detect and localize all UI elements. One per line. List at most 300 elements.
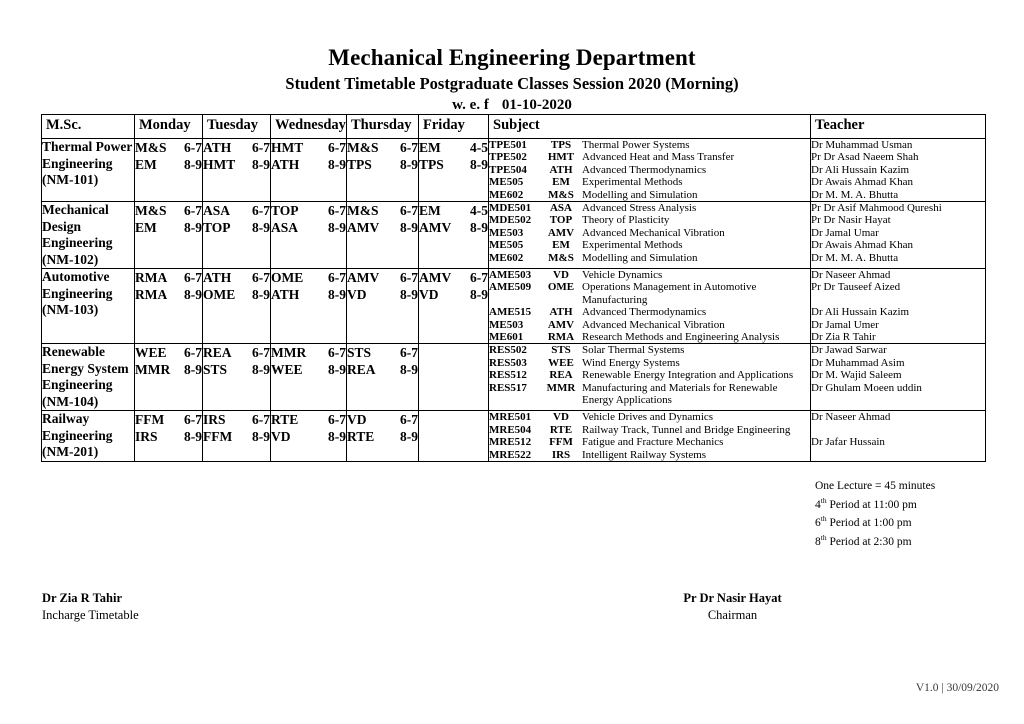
- schedule-cell-monday: [135, 344, 203, 411]
- class-code: STS: [347, 345, 372, 361]
- subject-abbr: EM: [552, 176, 570, 189]
- class-code: EM: [419, 203, 441, 219]
- schedule-cell-thursday: [347, 344, 419, 411]
- class-code: AMV: [419, 220, 452, 236]
- class-period: 6-7: [184, 270, 202, 286]
- teacher-cell: [811, 344, 986, 411]
- class-period: 8-9: [470, 157, 488, 172]
- schedule-cell-wednesday: [271, 411, 347, 462]
- signature-incharge-name: Dr Zia R Tahir: [42, 591, 122, 605]
- class-period: 8-9: [470, 287, 488, 303]
- class-period: 8-9: [252, 362, 270, 378]
- teacher-cell: [811, 269, 986, 344]
- subject-entry: [489, 331, 810, 343]
- class-code: TPS: [419, 157, 444, 172]
- class-period: 6-7: [328, 140, 346, 155]
- class-slot: [203, 361, 270, 378]
- schedule-cell-monday: [135, 411, 203, 462]
- subject-code: RES517: [489, 381, 527, 394]
- subject-code: ME602: [489, 188, 524, 201]
- program-cell: [42, 344, 135, 411]
- class-code: VD: [347, 412, 367, 428]
- subject-cell: [489, 269, 811, 344]
- class-slot: [419, 219, 488, 236]
- schedule-cell-friday: [419, 202, 489, 269]
- schedule-cell-wednesday: [271, 344, 347, 411]
- subject-code: ME602: [489, 251, 524, 264]
- subject-code: AME503: [489, 269, 532, 282]
- class-slot: [347, 202, 418, 219]
- class-code: OME: [203, 287, 236, 303]
- teacher-name: Dr M. M. A. Bhutta: [811, 188, 899, 201]
- teacher-name: [811, 424, 985, 436]
- subject-abbr: WEE: [548, 356, 574, 369]
- subject-entry: [489, 227, 810, 239]
- class-code: AMV: [347, 270, 380, 286]
- subject-title: Thermal Power Systems: [582, 139, 690, 151]
- program-room: (NM-201): [42, 444, 99, 460]
- class-period: 8-9: [470, 220, 488, 236]
- subject-title: Fatigue and Fracture Mechanics: [582, 436, 724, 449]
- class-slot: [203, 344, 270, 361]
- subject-title: Theory of Plasticity: [582, 214, 670, 227]
- subject-entry: [489, 411, 810, 423]
- subject-entry: [489, 281, 810, 306]
- subject-abbr: M&S: [548, 251, 574, 264]
- class-slot: [271, 269, 346, 286]
- schedule-cell-monday: [135, 269, 203, 344]
- class-slot: [203, 219, 270, 236]
- subject-title: Advanced Heat and Mass Transfer: [582, 151, 735, 164]
- document-header: [0, 44, 1024, 115]
- wef-date: 01-10-2020: [501, 97, 572, 113]
- column-header-tuesday: Tuesday: [203, 115, 271, 139]
- subject-code: TPE504: [489, 163, 527, 176]
- subject-abbr: TOP: [549, 214, 573, 227]
- class-slot: [347, 139, 418, 156]
- class-period: 8-9: [400, 362, 418, 378]
- subject-title: Advanced Thermodynamics: [582, 306, 707, 319]
- page-subtitle: Student Timetable Postgraduate Classes Session 2020 (Morning): [285, 74, 739, 93]
- class-period: 8-9: [328, 157, 346, 172]
- subject-code: RES503: [489, 356, 527, 369]
- class-code: FFM: [135, 412, 165, 428]
- effective-date-line: [0, 95, 1024, 115]
- class-code: WEE: [271, 362, 303, 378]
- class-slot: [419, 269, 488, 286]
- schedule-cell-thursday: [347, 202, 419, 269]
- subject-entry: [489, 252, 810, 264]
- class-period: 6-7: [252, 270, 270, 286]
- class-slot: [135, 156, 202, 173]
- class-slot: [347, 428, 418, 445]
- subject-code: MDE501: [489, 202, 532, 215]
- note-prefix: 4: [815, 498, 821, 511]
- subject-code: TPE501: [489, 139, 527, 151]
- teacher-name: Pr Dr Tauseef Aized: [811, 281, 901, 294]
- subject-title: Advanced Stress Analysis: [582, 202, 697, 215]
- subject-code: ME503: [489, 226, 524, 239]
- class-period: 8-9: [400, 429, 418, 445]
- teacher-cell: [811, 411, 986, 462]
- class-period: 6-7: [470, 270, 488, 286]
- schedule-cell-friday: [419, 269, 489, 344]
- class-period: 6-7: [400, 203, 418, 219]
- class-code: ASA: [271, 220, 299, 236]
- class-slot: [135, 269, 202, 286]
- class-period: 6-7: [400, 412, 418, 428]
- subject-abbr: IRS: [551, 448, 571, 461]
- note-ordinal-suffix: th: [820, 533, 827, 543]
- schedule-cell-friday: [419, 139, 489, 202]
- subject-abbr: AMV: [547, 226, 575, 239]
- program-name: Renewable Energy System Engineering: [42, 344, 129, 393]
- class-period: 6-7: [184, 412, 202, 428]
- class-slot: [347, 286, 418, 303]
- class-slot: [135, 344, 202, 361]
- table-row: [42, 269, 986, 344]
- subject-title: Vehicle Drives and Dynamics: [582, 411, 714, 424]
- subject-entry: [489, 176, 810, 188]
- subject-code: MRE501: [489, 411, 532, 424]
- teacher-name: Dr M. M. A. Bhutta: [811, 251, 899, 264]
- subject-abbr: VD: [553, 411, 569, 424]
- class-period: 8-9: [400, 220, 418, 236]
- class-code: RTE: [347, 429, 375, 445]
- subject-code: ME505: [489, 176, 524, 189]
- table-row: [42, 202, 986, 269]
- class-slot: [271, 219, 346, 236]
- table-row: [42, 411, 986, 462]
- program-room: (NM-101): [42, 172, 99, 187]
- subject-title: Research Methods and Engineering Analysis: [582, 331, 780, 344]
- schedule-cell-monday: [135, 202, 203, 269]
- timetable: [41, 114, 986, 462]
- subject-abbr: FFM: [549, 436, 573, 449]
- teacher-name: Dr Awais Ahmad Khan: [811, 239, 913, 252]
- class-slot: [419, 202, 488, 219]
- subject-abbr: RMA: [547, 331, 575, 344]
- subject-entry: [489, 319, 810, 331]
- subject-cell: [489, 344, 811, 411]
- subject-title: Railway Track, Tunnel and Bridge Engineering: [582, 423, 791, 436]
- class-code: ATH: [203, 140, 232, 155]
- class-period: 6-7: [184, 345, 202, 361]
- class-period: 8-9: [328, 362, 346, 378]
- subject-code: ME503: [489, 318, 524, 331]
- subject-title: Advanced Mechanical Vibration: [582, 226, 725, 239]
- teacher-name: [811, 449, 985, 461]
- class-code: EM: [135, 220, 157, 236]
- wef-label: w. e. f: [452, 97, 489, 113]
- class-period: 8-9: [400, 287, 418, 303]
- subject-abbr: ASA: [549, 202, 572, 215]
- class-code: REA: [347, 362, 376, 378]
- subject-abbr: HMT: [547, 151, 575, 164]
- schedule-cell-friday: [419, 411, 489, 462]
- class-code: M&S: [347, 203, 379, 219]
- class-code: HMT: [271, 140, 304, 155]
- class-code: AMV: [347, 220, 380, 236]
- teacher-name: Dr Awais Ahmad Khan: [811, 176, 913, 189]
- subject-code: MDE502: [489, 214, 532, 227]
- teacher-name: Dr Jafar Hussain: [811, 436, 885, 449]
- class-code: EM: [419, 140, 441, 155]
- signature-incharge: [42, 590, 139, 624]
- subject-abbr: M&S: [548, 188, 574, 201]
- schedule-cell-tuesday: [203, 411, 271, 462]
- program-cell: [42, 139, 135, 202]
- note-line: [815, 531, 935, 550]
- class-period: 8-9: [400, 157, 418, 172]
- class-code: M&S: [135, 140, 167, 155]
- subject-entry: [489, 151, 810, 163]
- subject-abbr: VD: [553, 269, 569, 282]
- class-code: IRS: [203, 412, 226, 428]
- teacher-cell: [811, 139, 986, 202]
- table-body: [42, 139, 986, 462]
- class-period: 8-9: [252, 220, 270, 236]
- class-slot: [135, 139, 202, 156]
- subject-entry: [489, 424, 810, 436]
- subject-entry: [489, 164, 810, 176]
- teacher-name: Dr Muhammad Usman: [811, 139, 913, 151]
- subject-entry: [489, 306, 810, 318]
- teacher-name: Pr Dr Asif Mahmood Qureshi: [811, 202, 942, 215]
- subject-entry: [489, 202, 810, 214]
- schedule-cell-monday: [135, 139, 203, 202]
- class-code: ASA: [203, 203, 231, 219]
- teacher-name: [811, 294, 985, 306]
- note-line: [815, 480, 935, 494]
- subject-title: Manufacturing and Materials for Renewable Energy Applications: [582, 381, 778, 407]
- schedule-cell-tuesday: [203, 202, 271, 269]
- note-suffix: Period at 2:30 pm: [826, 535, 912, 548]
- class-period: 6-7: [328, 345, 346, 361]
- teacher-name: Dr Jawad Sarwar: [811, 344, 887, 357]
- class-period: 6-7: [328, 270, 346, 286]
- class-code: FFM: [203, 429, 233, 445]
- subject-abbr: STS: [551, 344, 571, 357]
- subject-entry: [489, 344, 810, 356]
- schedule-cell-wednesday: [271, 202, 347, 269]
- note-prefix: 6: [815, 517, 821, 530]
- class-slot: [347, 344, 418, 361]
- subject-entry: [489, 357, 810, 369]
- subject-title: Operations Management in Automotive Manufacturing: [582, 281, 757, 306]
- program-name: Automotive Engineering: [42, 269, 113, 301]
- column-header-wednesday: Wednesday: [271, 115, 347, 139]
- schedule-cell-thursday: [347, 269, 419, 344]
- subject-cell: [489, 202, 811, 269]
- class-period: 6-7: [252, 345, 270, 361]
- subject-abbr: ATH: [549, 163, 573, 176]
- class-code: RMA: [135, 287, 168, 303]
- class-period: 4-5: [470, 140, 488, 155]
- class-period: 6-7: [328, 412, 346, 428]
- subject-code: ME505: [489, 239, 524, 252]
- subject-abbr: OME: [547, 281, 575, 294]
- class-slot: [135, 361, 202, 378]
- class-code: VD: [271, 429, 291, 445]
- class-period: 6-7: [400, 345, 418, 361]
- class-period: 6-7: [400, 270, 418, 286]
- class-slot: [271, 428, 346, 445]
- note-ordinal-suffix: th: [820, 495, 827, 505]
- program-name: Railway Engineering: [42, 411, 113, 443]
- signature-chairman-role: Chairman: [707, 608, 758, 622]
- subject-code: ME601: [489, 331, 524, 344]
- class-code: TPS: [347, 157, 372, 172]
- class-period: 8-9: [184, 287, 202, 303]
- column-header-thursday: Thursday: [347, 115, 419, 139]
- class-slot: [203, 286, 270, 303]
- class-code: M&S: [347, 140, 379, 155]
- class-period: 6-7: [184, 203, 202, 219]
- program-cell: [42, 269, 135, 344]
- class-slot: [203, 202, 270, 219]
- teacher-name: Dr Ali Hussain Kazim: [811, 163, 910, 176]
- class-slot: [203, 411, 270, 428]
- class-period: 6-7: [328, 203, 346, 219]
- schedule-cell-thursday: [347, 139, 419, 202]
- class-code: HMT: [203, 157, 236, 172]
- class-code: AMV: [419, 270, 452, 286]
- subject-code: MRE512: [489, 436, 532, 449]
- class-period: 4-5: [470, 203, 488, 219]
- class-slot: [203, 428, 270, 445]
- subject-abbr: TPS: [550, 139, 572, 151]
- class-code: OME: [271, 270, 304, 286]
- class-slot: [419, 139, 488, 156]
- class-period: 6-7: [400, 140, 418, 155]
- column-header-teacher: Teacher: [811, 115, 986, 139]
- class-slot: [419, 156, 488, 173]
- teacher-name: Dr Zia R Tahir: [811, 331, 876, 344]
- schedule-cell-tuesday: [203, 269, 271, 344]
- class-code: TOP: [203, 220, 231, 236]
- class-period: 8-9: [184, 157, 202, 172]
- note-prefix: 8: [815, 535, 821, 548]
- class-slot: [203, 269, 270, 286]
- subject-title: Experimental Methods: [582, 239, 683, 252]
- subject-title: Intelligent Railway Systems: [582, 448, 707, 461]
- subject-abbr: ATH: [549, 306, 573, 319]
- subject-title: Experimental Methods: [582, 176, 683, 189]
- subject-abbr: REA: [549, 369, 573, 382]
- class-period: 6-7: [184, 140, 202, 155]
- class-period: 8-9: [184, 220, 202, 236]
- teacher-name: Dr Naseer Ahmad: [811, 269, 891, 282]
- subject-entry: [489, 239, 810, 251]
- page-title: Mechanical Engineering Department: [328, 45, 696, 70]
- program-room: (NM-103): [42, 302, 99, 318]
- note-prefix: One Lecture = 45 minutes: [815, 480, 936, 492]
- subject-code: MRE504: [489, 423, 532, 436]
- class-period: 8-9: [252, 157, 270, 172]
- class-code: TOP: [271, 203, 299, 219]
- subject-code: TPE502: [489, 151, 527, 164]
- teacher-name: Dr Naseer Ahmad: [811, 411, 891, 424]
- program-name: Mechanical Design Engineering: [42, 202, 113, 251]
- schedule-cell-wednesday: [271, 269, 347, 344]
- subject-entry: [489, 436, 810, 448]
- subject-abbr: EM: [552, 239, 570, 252]
- class-period: 8-9: [252, 287, 270, 303]
- program-name: Thermal Power Engineering: [42, 139, 133, 171]
- teacher-name: Pr Dr Nasir Hayat: [811, 214, 891, 227]
- class-period: 8-9: [328, 429, 346, 445]
- teacher-name: Dr Ghulam Moeen uddin: [811, 381, 922, 394]
- program-room: (NM-104): [42, 393, 99, 409]
- timing-notes: [815, 480, 935, 550]
- subject-code: MRE522: [489, 448, 532, 461]
- class-slot: [271, 411, 346, 428]
- class-code: REA: [203, 345, 232, 361]
- subject-title: Modelling and Simulation: [582, 251, 698, 264]
- teacher-name: Pr Dr Asad Naeem Shah: [811, 151, 919, 164]
- column-header-subject: Subject: [489, 115, 811, 139]
- program-cell: [42, 202, 135, 269]
- subject-title: Solar Thermal Systems: [582, 344, 685, 357]
- note-ordinal-suffix: th: [820, 514, 827, 524]
- column-header-monday: Monday: [135, 115, 203, 139]
- class-code: ATH: [203, 270, 232, 286]
- subject-entry: [489, 214, 810, 226]
- class-code: IRS: [135, 429, 158, 445]
- class-slot: [135, 428, 202, 445]
- class-slot: [271, 156, 346, 173]
- class-slot: [135, 411, 202, 428]
- class-code: ATH: [271, 157, 300, 172]
- class-slot: [347, 219, 418, 236]
- teacher-cell: [811, 202, 986, 269]
- subject-entry: [489, 382, 810, 407]
- class-period: 6-7: [252, 203, 270, 219]
- teacher-name: Dr M. Wajid Saleem: [811, 369, 902, 382]
- class-slot: [271, 202, 346, 219]
- subject-title: Modelling and Simulation: [582, 188, 698, 201]
- class-code: EM: [135, 157, 157, 172]
- class-period: 6-7: [252, 140, 270, 155]
- subject-abbr: MMR: [546, 381, 576, 394]
- subject-entry: [489, 139, 810, 151]
- subject-entry: [489, 369, 810, 381]
- class-slot: [271, 286, 346, 303]
- subject-title: Wind Energy Systems: [582, 356, 680, 369]
- class-period: 8-9: [184, 362, 202, 378]
- class-code: VD: [419, 287, 439, 303]
- table-row: [42, 139, 986, 202]
- class-code: ATH: [271, 287, 300, 303]
- subject-entry: [489, 189, 810, 201]
- program-room: (NM-102): [42, 251, 99, 267]
- subject-abbr: RTE: [549, 423, 573, 436]
- teacher-name: Dr Jamal Umar: [811, 226, 879, 239]
- teacher-name: Dr Ali Hussain Kazim: [811, 306, 910, 319]
- subject-cell: [489, 411, 811, 462]
- class-code: M&S: [135, 203, 167, 219]
- signature-incharge-role: Incharge Timetable: [42, 608, 139, 622]
- class-code: MMR: [135, 362, 171, 378]
- subject-entry: [489, 269, 810, 281]
- subject-code: RES512: [489, 369, 527, 382]
- class-slot: [271, 139, 346, 156]
- subject-abbr: AMV: [547, 318, 575, 331]
- note-suffix: Period at 11:00 pm: [826, 498, 917, 511]
- note-suffix: Period at 1:00 pm: [826, 517, 912, 530]
- class-slot: [203, 156, 270, 173]
